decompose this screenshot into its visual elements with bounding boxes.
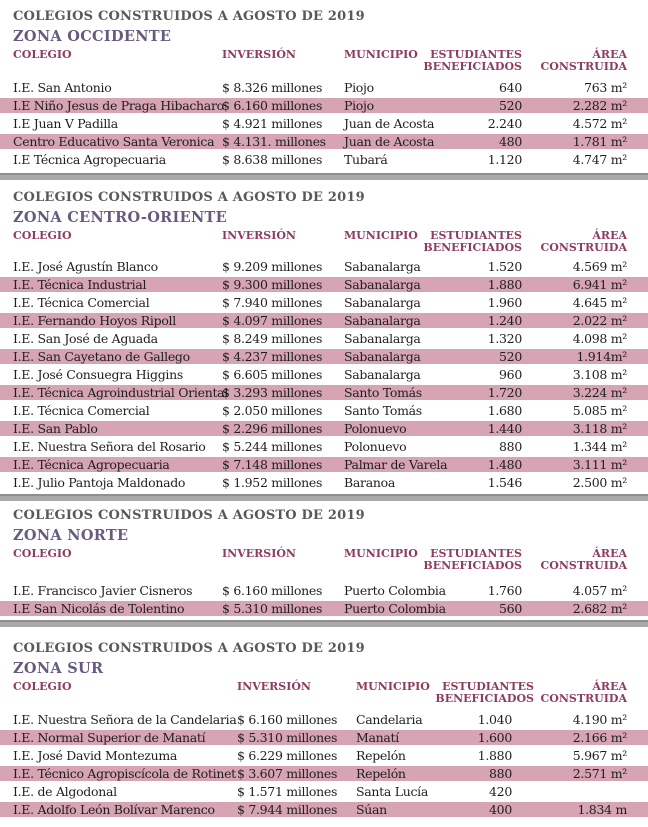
column-header-municipio: MUNICIPIO [356, 680, 430, 693]
table-row [0, 152, 648, 167]
zone-section [0, 0, 648, 173]
cell-municipio: Sabanalarga [344, 259, 421, 274]
cell-inversion: $ 8.249 millones [222, 331, 323, 346]
zone-section [0, 627, 648, 823]
table-row [0, 80, 648, 95]
cell-inversion: $ 5.310 millones [237, 730, 338, 745]
cell-area-construida: 6.941 m² [572, 277, 627, 292]
cell-estudiantes-beneficiados: 1.880 [487, 277, 522, 292]
cell-area-construida: 1.834 m [577, 802, 627, 817]
cell-area-construida: 2.282 m² [572, 98, 627, 113]
cell-estudiantes-beneficiados: 1.760 [487, 583, 522, 598]
cell-estudiantes-beneficiados: 420 [489, 784, 512, 799]
cell-municipio: Candelaria [356, 712, 423, 727]
zone-heading: ZONA CENTRO-ORIENTE [13, 209, 227, 226]
cell-municipio: Manatí [356, 730, 399, 745]
cell-colegio: I.E. Francisco Javier Cisneros [13, 583, 193, 598]
cell-colegio: I.E San Nicolás de Tolentino [13, 601, 185, 616]
table-row [0, 98, 648, 113]
cell-estudiantes-beneficiados: 880 [489, 766, 512, 781]
table-row [0, 802, 648, 817]
cell-estudiantes-beneficiados: 1.520 [487, 259, 522, 274]
cell-area-construida: 3.111 m² [572, 457, 627, 472]
section-title: COLEGIOS CONSTRUIDOS A AGOSTO DE 2019 [13, 190, 365, 205]
zone-heading: ZONA NORTE [13, 527, 129, 544]
cell-colegio: I.E Juan V Padilla [13, 116, 118, 131]
column-header-municipio: MUNICIPIO [344, 547, 418, 560]
table-body [13, 583, 627, 616]
cell-municipio: Sabanalarga [344, 349, 421, 364]
cell-area-construida: 3.224 m² [572, 385, 627, 400]
table-body [13, 712, 627, 817]
cell-estudiantes-beneficiados: 2.240 [487, 116, 522, 131]
cell-estudiantes-beneficiados: 1.320 [487, 331, 522, 346]
cell-municipio: Piojo [344, 98, 374, 113]
cell-area-construida: 1.781 m² [572, 134, 627, 149]
cell-estudiantes-beneficiados: 520 [499, 98, 522, 113]
cell-municipio: Juan de Acosta [344, 134, 435, 149]
cell-inversion: $ 3.293 millones [222, 385, 323, 400]
table-row [0, 116, 648, 131]
table-row [0, 475, 648, 490]
cell-colegio: I.E. Normal Superior de Manatí [13, 730, 206, 745]
column-header-colegio: COLEGIO [13, 48, 72, 61]
cell-municipio: Sabanalarga [344, 331, 421, 346]
section-title: COLEGIOS CONSTRUIDOS A AGOSTO DE 2019 [13, 641, 365, 656]
cell-inversion: $ 7.940 millones [222, 295, 323, 310]
cell-area-construida [512, 784, 627, 799]
table-row [0, 784, 648, 799]
table-row [0, 277, 648, 292]
table-row [0, 385, 648, 400]
cell-area-construida: 1.914m² [576, 349, 627, 364]
section-divider [0, 173, 648, 180]
cell-inversion: $ 7.148 millones [222, 457, 323, 472]
cell-municipio: Sabanalarga [344, 295, 421, 310]
cell-area-construida: 3.108 m² [572, 367, 627, 382]
cell-municipio: Palmar de Varela [344, 457, 448, 472]
cell-inversion: $ 2.296 millones [222, 421, 323, 436]
zone-section [0, 501, 648, 620]
column-header-area-construida: ÁREA CONSTRUIDA [540, 680, 627, 705]
table-row [0, 295, 648, 310]
section-divider [0, 620, 648, 627]
cell-colegio: I.E. San Cayetano de Gallego [13, 349, 190, 364]
cell-area-construida: 4.098 m² [572, 331, 627, 346]
cell-colegio: I.E. José Consuegra Higgins [13, 367, 183, 382]
column-header-inversion: INVERSIÓN [222, 48, 296, 61]
table-row [0, 313, 648, 328]
cell-inversion: $ 6.160 millones [222, 583, 323, 598]
cell-colegio: I.E. Técnica Agropecuaria [13, 457, 170, 472]
cell-municipio: Baranoa [344, 475, 395, 490]
cell-inversion: $ 5.310 millones [222, 601, 323, 616]
cell-estudiantes-beneficiados: 880 [499, 439, 522, 454]
cell-colegio: I.E. Técnica Comercial [13, 403, 150, 418]
table-row [0, 730, 648, 745]
table-header-row [13, 548, 627, 572]
cell-inversion: $ 6.605 millones [222, 367, 323, 382]
cell-estudiantes-beneficiados: 560 [499, 601, 522, 616]
column-header-colegio: COLEGIO [13, 680, 72, 693]
cell-estudiantes-beneficiados: 960 [499, 367, 522, 382]
cell-area-construida: 1.344 m² [572, 439, 627, 454]
cell-colegio: I.E. San Antonio [13, 80, 112, 95]
table-body [13, 80, 627, 167]
cell-inversion: $ 4.237 millones [222, 349, 323, 364]
cell-municipio: Súan [356, 802, 387, 817]
cell-colegio: I.E. Técnica Industrial [13, 277, 147, 292]
table-row [0, 712, 648, 727]
cell-colegio: I.E. Técnico Agropiscícola de Rotinet [13, 766, 236, 781]
cell-municipio: Juan de Acosta [344, 116, 435, 131]
column-header-area-construida: ÁREA CONSTRUIDA [540, 547, 627, 572]
cell-municipio: Sabanalarga [344, 313, 421, 328]
table-row [0, 748, 648, 763]
cell-municipio: Santa Lucía [356, 784, 429, 799]
cell-municipio: Repelón [356, 748, 406, 763]
cell-inversion: $ 6.229 millones [237, 748, 338, 763]
cell-area-construida: 2.682 m² [572, 601, 627, 616]
cell-inversion: $ 4.097 millones [222, 313, 323, 328]
cell-colegio: I.E. San José de Aguada [13, 331, 158, 346]
cell-colegio: I.E. Julio Pantoja Maldonado [13, 475, 186, 490]
column-header-estudiantes-beneficiados: ESTUDIANTES BENEFICIADOS [423, 547, 522, 572]
cell-municipio: Polonuevo [344, 421, 407, 436]
cell-estudiantes-beneficiados: 1.120 [487, 152, 522, 167]
table-header-row [13, 681, 627, 705]
cell-area-construida: 763 m² [584, 80, 627, 95]
cell-municipio: Santo Tomás [344, 403, 422, 418]
cell-colegio: I.E. José David Montezuma [13, 748, 178, 763]
cell-estudiantes-beneficiados: 1.880 [477, 748, 512, 763]
table-row [0, 601, 648, 616]
cell-area-construida: 4.569 m² [572, 259, 627, 274]
cell-inversion: $ 1.952 millones [222, 475, 323, 490]
cell-colegio: I.E. José Agustín Blanco [13, 259, 158, 274]
cell-inversion: $ 8.638 millones [222, 152, 323, 167]
cell-area-construida: 2.571 m² [572, 766, 627, 781]
cell-municipio: Puerto Colombia [344, 583, 446, 598]
table-row [0, 766, 648, 781]
cell-inversion: $ 8.326 millones [222, 80, 323, 95]
cell-area-construida: 4.645 m² [572, 295, 627, 310]
cell-municipio: Sabanalarga [344, 277, 421, 292]
column-header-inversion: INVERSIÓN [222, 547, 296, 560]
section-divider [0, 494, 648, 501]
cell-colegio: I.E Niño Jesus de Praga Hibacharo [13, 98, 224, 113]
cell-colegio: I.E Técnica Agropecuaria [13, 152, 166, 167]
cell-inversion: $ 2.050 millones [222, 403, 323, 418]
cell-colegio: I.E. San Pablo [13, 421, 98, 436]
table-row [0, 331, 648, 346]
table-row [0, 367, 648, 382]
column-header-inversion: INVERSIÓN [237, 680, 311, 693]
table-header-row [13, 49, 627, 73]
cell-colegio: I.E. Nuestra Señora del Rosario [13, 439, 206, 454]
cell-inversion: $ 4.131. millones [222, 134, 326, 149]
table-row [0, 457, 648, 472]
cell-colegio: Centro Educativo Santa Veronica [13, 134, 215, 149]
cell-estudiantes-beneficiados: 1.546 [487, 475, 522, 490]
cell-estudiantes-beneficiados: 520 [499, 349, 522, 364]
cell-colegio: I.E. Nuestra Señora de la Candelaria [13, 712, 237, 727]
section-title: COLEGIOS CONSTRUIDOS A AGOSTO DE 2019 [13, 9, 365, 24]
cell-area-construida: 5.967 m² [572, 748, 627, 763]
cell-municipio: Polonuevo [344, 439, 407, 454]
column-header-estudiantes-beneficiados: ESTUDIANTES BENEFICIADOS [435, 680, 534, 705]
cell-municipio: Sabanalarga [344, 367, 421, 382]
cell-inversion: $ 9.300 millones [222, 277, 323, 292]
column-header-area-construida: ÁREA CONSTRUIDA [540, 229, 627, 254]
cell-inversion: $ 6.160 millones [222, 98, 323, 113]
cell-estudiantes-beneficiados: 1.960 [487, 295, 522, 310]
cell-area-construida: 4.057 m² [572, 583, 627, 598]
cell-area-construida: 4.190 m² [572, 712, 627, 727]
column-header-colegio: COLEGIO [13, 229, 72, 242]
cell-inversion: $ 1.571 millones [237, 784, 338, 799]
cell-estudiantes-beneficiados: 1.480 [487, 457, 522, 472]
table-body [13, 259, 627, 490]
cell-area-construida: 2.022 m² [572, 313, 627, 328]
zone-heading: ZONA SUR [13, 660, 104, 677]
cell-area-construida: 2.166 m² [572, 730, 627, 745]
cell-inversion: $ 3.607 millones [237, 766, 338, 781]
table-header-row [13, 230, 627, 254]
cell-area-construida: 2.500 m² [572, 475, 627, 490]
cell-area-construida: 4.572 m² [572, 116, 627, 131]
cell-area-construida: 3.118 m² [572, 421, 627, 436]
cell-estudiantes-beneficiados: 1.040 [477, 712, 512, 727]
section-title: COLEGIOS CONSTRUIDOS A AGOSTO DE 2019 [13, 508, 365, 523]
cell-area-construida: 5.085 m² [572, 403, 627, 418]
cell-colegio: I.E. Adolfo León Bolívar Marenco [13, 802, 215, 817]
cell-colegio: I.E. Técnica Comercial [13, 295, 150, 310]
cell-estudiantes-beneficiados: 480 [499, 134, 522, 149]
cell-inversion: $ 7.944 millones [237, 802, 338, 817]
cell-estudiantes-beneficiados: 1.680 [487, 403, 522, 418]
table-row [0, 439, 648, 454]
cell-area-construida: 4.747 m² [572, 152, 627, 167]
cell-colegio: I.E. de Algodonal [13, 784, 117, 799]
column-header-colegio: COLEGIO [13, 547, 72, 560]
table-row [0, 421, 648, 436]
cell-inversion: $ 4.921 millones [222, 116, 323, 131]
zone-section [0, 180, 648, 494]
table-row [0, 259, 648, 274]
cell-colegio: I.E. Técnica Agroindustrial Oriental [13, 385, 229, 400]
column-header-municipio: MUNICIPIO [344, 229, 418, 242]
cell-estudiantes-beneficiados: 640 [499, 80, 522, 95]
table-row [0, 583, 648, 598]
cell-estudiantes-beneficiados: 1.600 [477, 730, 512, 745]
cell-estudiantes-beneficiados: 1.240 [487, 313, 522, 328]
cell-inversion: $ 5.244 millones [222, 439, 323, 454]
cell-estudiantes-beneficiados: 400 [489, 802, 512, 817]
column-header-municipio: MUNICIPIO [344, 48, 418, 61]
cell-municipio: Repelón [356, 766, 406, 781]
table-row [0, 134, 648, 149]
zone-heading: ZONA OCCIDENTE [13, 28, 172, 45]
cell-municipio: Tubará [344, 152, 388, 167]
column-header-area-construida: ÁREA CONSTRUIDA [540, 48, 627, 73]
cell-colegio: I.E. Fernando Hoyos Ripoll [13, 313, 176, 328]
table-row [0, 403, 648, 418]
cell-estudiantes-beneficiados: 1.720 [487, 385, 522, 400]
cell-municipio: Santo Tomás [344, 385, 422, 400]
cell-inversion: $ 6.160 millones [237, 712, 338, 727]
column-header-inversion: INVERSIÓN [222, 229, 296, 242]
cell-municipio: Piojo [344, 80, 374, 95]
cell-estudiantes-beneficiados: 1.440 [487, 421, 522, 436]
cell-municipio: Puerto Colombia [344, 601, 446, 616]
table-row [0, 349, 648, 364]
column-header-estudiantes-beneficiados: ESTUDIANTES BENEFICIADOS [423, 48, 522, 73]
cell-inversion: $ 9.209 millones [222, 259, 323, 274]
column-header-estudiantes-beneficiados: ESTUDIANTES BENEFICIADOS [423, 229, 522, 254]
